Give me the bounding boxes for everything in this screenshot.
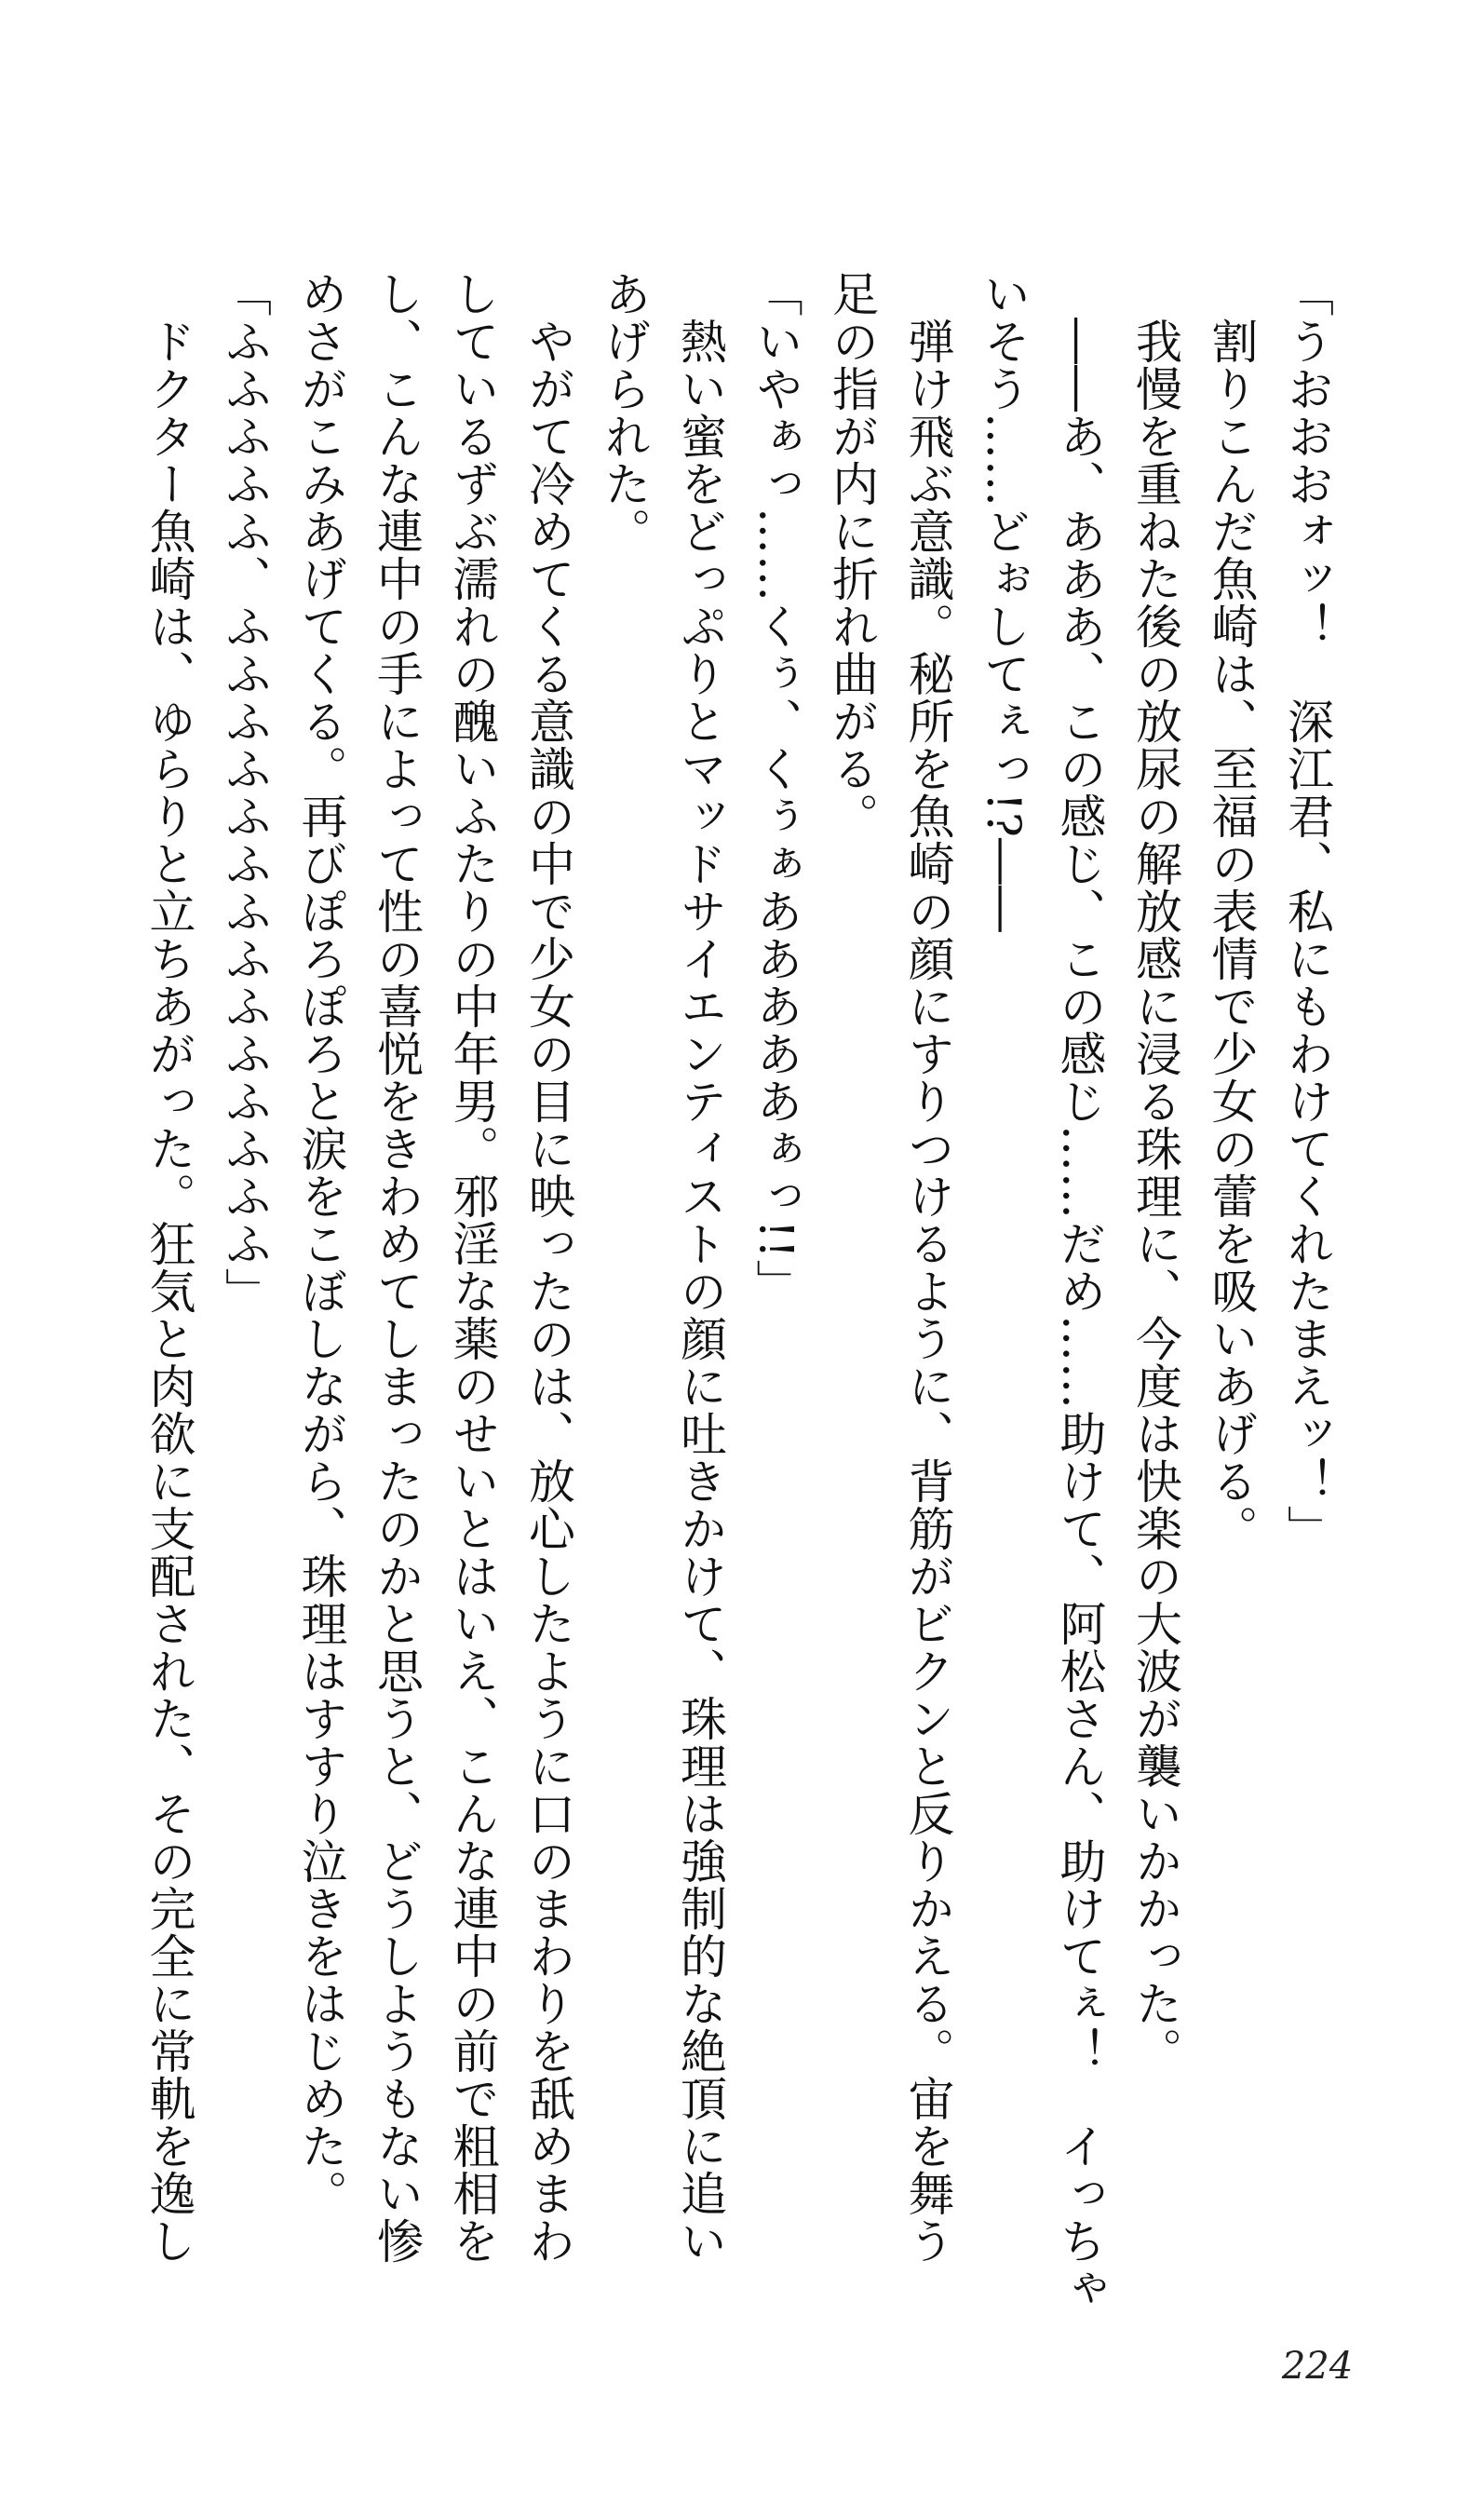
text-line: やがて冷めてくる意識の中で少女の目に映ったのは、放心したように口のまわりを舐めまわ xyxy=(521,270,575,2265)
text-line: ドクター魚崎は、ゆらりと立ちあがった。狂気と肉欲に支配された、その完全に常軌を逸し xyxy=(142,270,196,2265)
text-line: ――あ、あああ、この感じ、この感じ……だめ……助けて、阿松さん、助けてぇ！ イっちゃ xyxy=(1052,270,1107,2312)
text-line: 「うおおおォッ！ 深江君、私にもわけてくれたまえッ！」 xyxy=(1280,270,1334,1552)
text-line: 我慢を重ねた後の放尿の解放感に浸る珠理に、今度は快楽の大波が襲いかかった。 xyxy=(1128,270,1182,2075)
text-line: しているずぶ濡れの醜いふたりの中年男。邪淫な薬のせいとはいえ、こんな連中の前で粗相を xyxy=(445,270,500,2265)
text-line: 割りこんだ魚崎は、至福の表情で少女の蕾を吸いあげる。 xyxy=(1204,270,1259,1552)
text-line: いそう……どぉしてぇっ!?―― xyxy=(977,270,1031,933)
body-text xyxy=(130,270,1344,2312)
text-line: し、こんな連中の手によって性の喜悦をきわめてしまったのかと思うと、どうしようもない惨 xyxy=(370,270,424,2265)
text-line: あげられた。 xyxy=(597,270,652,555)
text-line: 「いやぁっ……くぅ、くぅぁあああああぁっ!!」 xyxy=(749,270,803,1307)
text-line: 「ふふふふふ、ふふふふふふふふふふふふふふ」 xyxy=(218,270,272,1315)
text-line: 熱い蜜をどっぷりとマッドサイエンティストの顔に吐きかけて、珠理は強制的な絶頂に追い xyxy=(673,270,727,2265)
page-number: 224 xyxy=(1281,2345,1354,2388)
text-line: 弾け飛ぶ意識。秘所を魚崎の顔にすりつけるように、背筋がビクンと反りかえる。宙を舞う xyxy=(900,270,955,2265)
text-line: 足の指が内に折れ曲がる。 xyxy=(825,270,879,840)
text-line: めさがこみあげてくる。再びぽろぽろと涙をこぼしながら、珠理はすすり泣きをはじめた。 xyxy=(293,270,348,2217)
